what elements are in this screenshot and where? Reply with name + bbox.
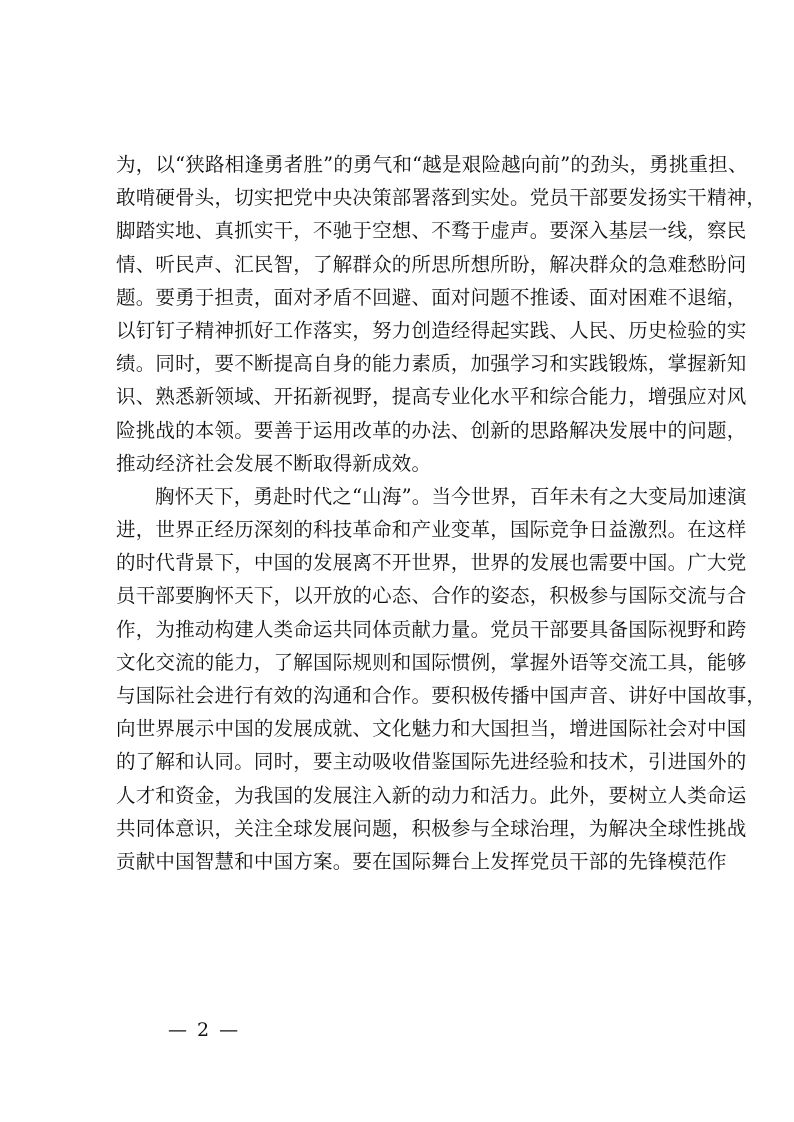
page-number: — 2 —	[168, 1019, 241, 1041]
text-line: 文化交流的能力，了解国际规则和国际惯例，掌握外语等交流工具，能够	[116, 650, 747, 674]
text-line: 人才和资金，为我国的发展注入新的动力和活力。此外，要树立人类命运	[116, 783, 747, 807]
text-line: 识、熟悉新领域、开拓新视野，提高专业化水平和综合能力，增强应对风	[116, 385, 747, 409]
text-line: 险挑战的本领。要善于运用改革的办法、创新的思路解决发展中的问题，	[116, 418, 747, 442]
text-line: 胸怀天下，勇赴时代之“山海”。当今世界，百年未有之大变局加速演	[155, 484, 747, 508]
text-line: 敢啃硬骨头，切实把党中央决策部署落到实处。党员干部要发扬实干精神，	[116, 186, 767, 210]
text-line: 员干部要胸怀天下，以开放的心态、合作的姿态，积极参与国际交流与合	[116, 584, 747, 608]
text-line: 脚踏实地、真抓实干，不驰于空想、不骛于虚声。要深入基层一线，察民	[116, 219, 747, 243]
paragraph-1	[116, 148, 767, 480]
text-line: 为，以“狭路相逢勇者胜”的勇气和“越是艰险越向前”的劲头，勇挑重担、	[116, 153, 748, 176]
text-line: 绩。同时，要不断提高自身的能力素质，加强学习和实践锻炼，掌握新知	[116, 352, 747, 376]
text-line: 题。要勇于担责，面对矛盾不回避、面对问题不推诿、面对困难不退缩，	[116, 285, 747, 309]
text-line: 与国际社会进行有效的沟通和合作。要积极传播中国声音、讲好中国故事，	[116, 684, 767, 707]
text-line: 向世界展示中国的发展成就、文化魅力和大国担当，增进国际社会对中国	[116, 717, 747, 741]
paragraph-2	[116, 480, 767, 878]
text-line: 推动经济社会发展不断取得新成效。	[116, 451, 432, 475]
text-line: 共同体意识，关注全球发展问题，积极参与全球治理，为解决全球性挑战	[116, 816, 747, 840]
text-line: 的时代背景下，中国的发展离不开世界，世界的发展也需要中国。广大党	[116, 551, 747, 575]
text-line: 作，为推动构建人类命运共同体贡献力量。党员干部要具备国际视野和跨	[116, 617, 747, 641]
body-text	[116, 148, 767, 878]
text-line: 情、听民声、汇民智，了解群众的所思所想所盼，解决群众的急难愁盼问	[116, 252, 747, 276]
text-line: 的了解和认同。同时，要主动吸收借鉴国际先进经验和技术，引进国外的	[116, 750, 747, 774]
text-line: 进，世界正经历深刻的科技革命和产业变革，国际竞争日益激烈。在这样	[116, 518, 747, 542]
text-line: 贡献中国智慧和中国方案。要在国际舞台上发挥党员干部的先锋模范作	[116, 849, 727, 873]
text-line: 以钉钉子精神抓好工作落实，努力创造经得起实践、人民、历史检验的实	[116, 318, 747, 342]
